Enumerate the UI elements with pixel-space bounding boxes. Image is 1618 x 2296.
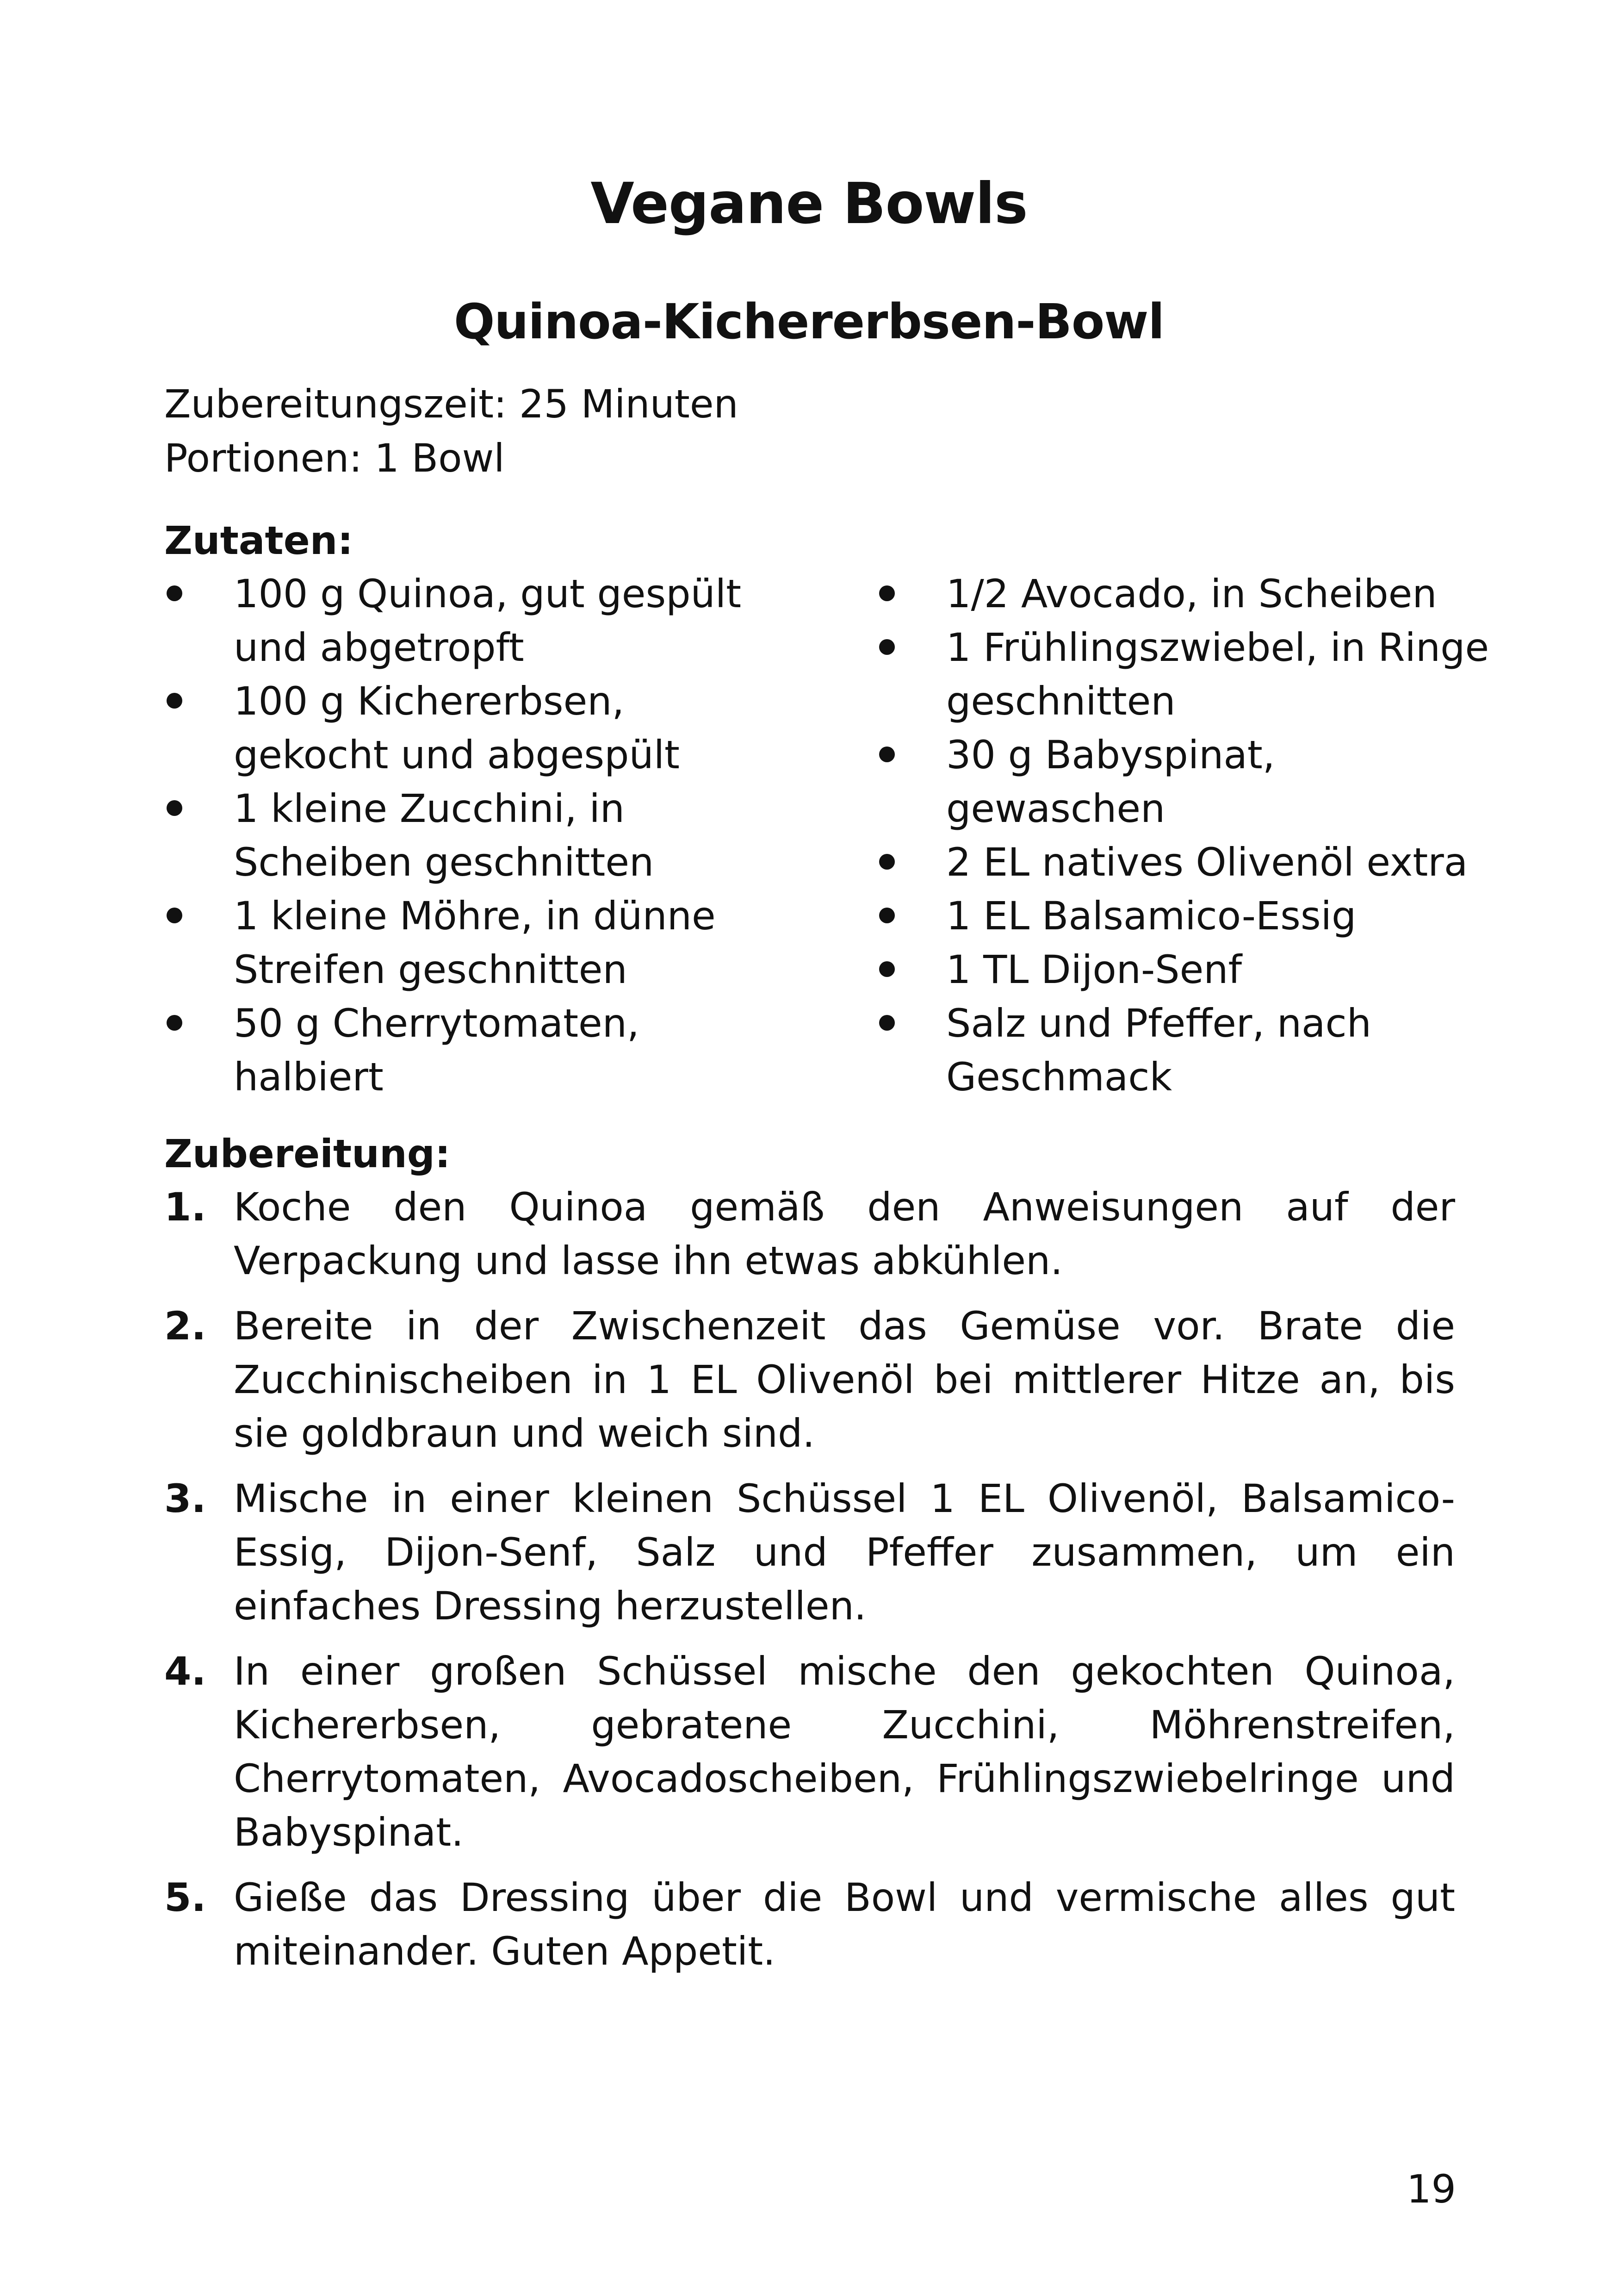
ingredient-text: 1 EL Balsamico-Essig [946, 893, 1357, 939]
ingredient-item [164, 996, 766, 1104]
step-number: 4. [164, 1649, 206, 1694]
bullet-icon [167, 908, 182, 923]
ingredient-item [164, 674, 766, 782]
bullet-icon [879, 908, 895, 923]
ingredient-text: 1 kleine Möhre, in dünne Streifen geschnitten [234, 893, 716, 992]
step-text: Bereite in der Zwischenzeit das Gemüse vor. Brate die Zucchinischeiben in 1 EL Olivenöl bei mittlerer Hitze an, bis sie goldbraun und weich sind. [234, 1303, 1455, 1456]
ingredients-list-left [164, 567, 766, 1104]
ingredients-list-right [877, 567, 1492, 1104]
page-title: Vegane Bowls [590, 171, 1028, 236]
ingredient-item [877, 621, 1492, 728]
ingredient-text: 100 g Kichererbsen, gekocht und abgespült [234, 678, 680, 778]
recipe-meta [164, 377, 738, 485]
bullet-icon [167, 693, 182, 709]
step-item [164, 1299, 1455, 1460]
ingredient-text: 1/2 Avocado, in Scheiben [946, 571, 1437, 616]
page-number: 19 [1407, 2166, 1456, 2212]
steps-list [164, 1180, 1455, 1990]
ingredient-item [164, 889, 766, 996]
step-number: 1. [164, 1184, 206, 1230]
bullet-icon [879, 1015, 895, 1031]
bullet-icon [167, 800, 182, 816]
step-text: Mische in einer kleinen Schüssel 1 EL Olivenöl, Balsamico-Essig, Dijon-Senf, Salz und Pfeffer zusammen, um ein einfaches Dressing herzustellen. [234, 1476, 1455, 1629]
bullet-icon [167, 585, 182, 601]
recipe-title: Quinoa-Kichererbsen-Bowl [453, 293, 1165, 350]
step-text: Gieße das Dressing über die Bowl und vermische alles gut miteinander. Guten Appetit. [234, 1875, 1455, 1974]
ingredient-item [877, 728, 1492, 835]
ingredient-text: 30 g Babyspinat, gewaschen [946, 732, 1275, 831]
step-number: 3. [164, 1476, 206, 1521]
prep-time: Zubereitungszeit: 25 Minuten [164, 381, 738, 427]
ingredient-item [164, 782, 766, 889]
step-text: Koche den Quinoa gemäß den Anweisungen auf der Verpackung und lasse ihn etwas abkühlen. [234, 1184, 1455, 1283]
ingredients-heading: Zutaten: [164, 518, 353, 563]
step-item [164, 1871, 1455, 1978]
bullet-icon [879, 961, 895, 977]
bullet-icon [167, 1015, 182, 1031]
ingredient-item [877, 996, 1492, 1104]
ingredient-text: 2 EL natives Olivenöl extra [946, 840, 1468, 885]
ingredient-item [877, 567, 1492, 621]
step-item [164, 1472, 1455, 1633]
step-text: In einer großen Schüssel mische den gekochten Quinoa, Kichererbsen, gebratene Zucchini, Möhrenstreifen, Cherrytomaten, Avocadoscheiben, Frühlingszwiebelringe und Babyspinat. [234, 1649, 1455, 1855]
ingredient-text: 100 g Quinoa, gut gespült und abgetropft [234, 571, 742, 670]
step-number: 5. [164, 1875, 206, 1920]
ingredient-text: Salz und Pfeffer, nach Geschmack [946, 1001, 1371, 1100]
step-item [164, 1180, 1455, 1288]
bullet-icon [879, 639, 895, 655]
ingredient-item [877, 835, 1492, 889]
ingredient-item [877, 889, 1492, 943]
ingredient-item [877, 943, 1492, 996]
steps-heading: Zubereitung: [164, 1131, 451, 1176]
ingredient-text: 1 TL Dijon-Senf [946, 947, 1242, 992]
servings: Portionen: 1 Bowl [164, 436, 505, 481]
bullet-icon [879, 585, 895, 601]
bullet-icon [879, 854, 895, 870]
ingredient-text: 1 Frühlingszwiebel, in Ringe geschnitten [946, 625, 1489, 724]
ingredient-text: 50 g Cherrytomaten, halbiert [234, 1001, 639, 1100]
step-number: 2. [164, 1303, 206, 1349]
ingredient-text: 1 kleine Zucchini, in Scheiben geschnitten [234, 786, 654, 885]
bullet-icon [879, 747, 895, 762]
ingredient-item [164, 567, 766, 674]
step-item [164, 1644, 1455, 1859]
